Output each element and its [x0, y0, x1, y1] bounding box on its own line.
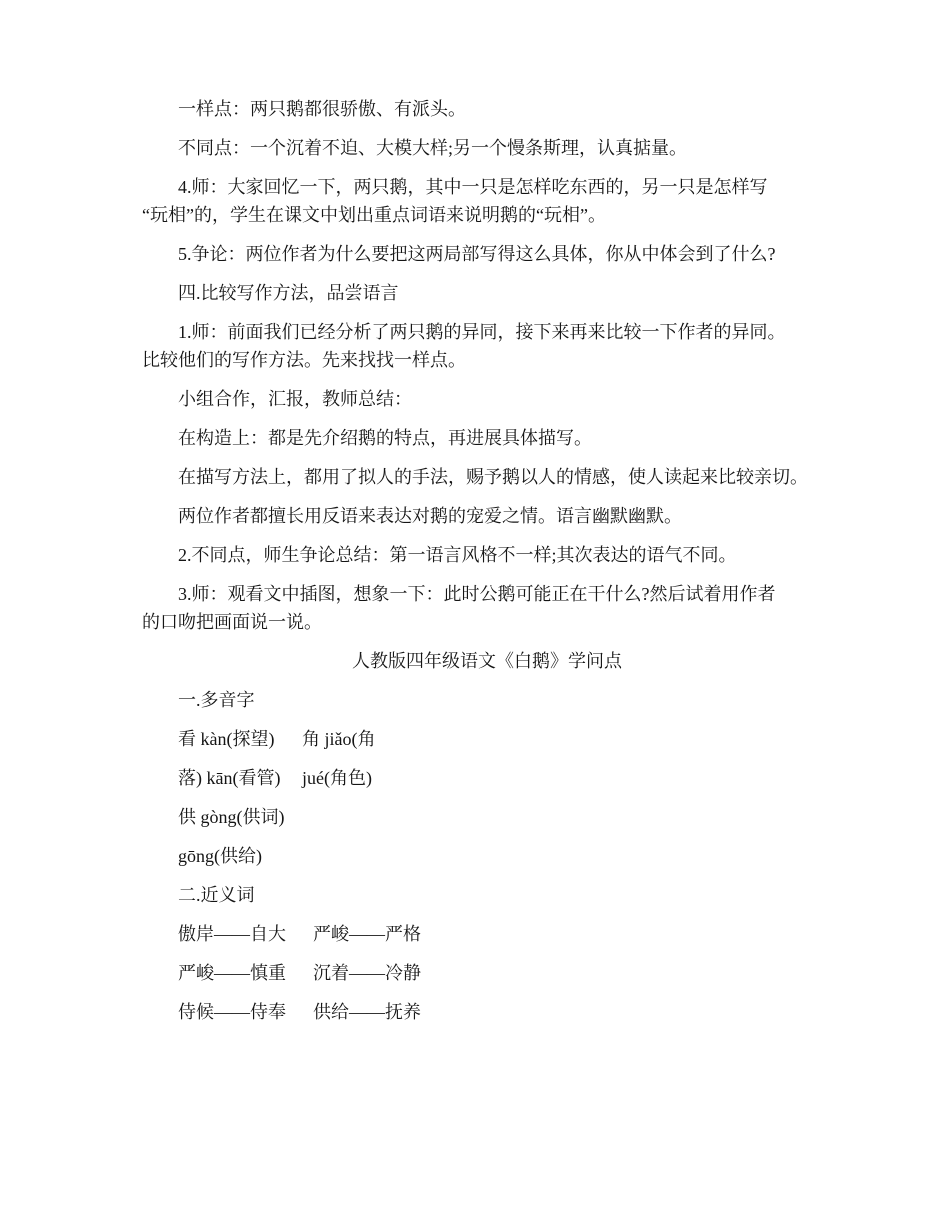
paragraph [142, 424, 832, 452]
synonym-row [142, 998, 832, 1026]
text-line: “玩相”的，学生在课文中划出重点词语来说明鹅的“玩相”。 [142, 205, 606, 225]
paragraph [142, 463, 832, 491]
column-left: 严峻——慎重 [178, 963, 286, 983]
paragraph [142, 240, 832, 268]
section-heading [142, 881, 832, 909]
section-heading [142, 686, 832, 714]
text-line: 在构造上：都是先介绍鹅的特点，再进展具体描写。 [178, 428, 592, 448]
column-right: 沉着——冷静 [313, 963, 421, 983]
paragraph [142, 95, 832, 123]
pronunciation-row [142, 764, 832, 792]
text-line: 两位作者都擅长用反语来表达对鹅的宠爱之情。语言幽默幽默。 [178, 506, 682, 526]
synonym-row [142, 920, 832, 948]
text-line: gōng(供给) [178, 846, 262, 866]
column-right: jué(角色) [302, 768, 372, 788]
pronunciation-row [142, 803, 832, 831]
text-line: 一样点：两只鹅都很骄傲、有派头。 [178, 99, 466, 119]
text-line: 3.师：观看文中插图，想象一下：此时公鹅可能正在干什么?然后试着用作者 [178, 584, 776, 604]
column-right: 供给——抚养 [313, 1002, 421, 1022]
paragraph [142, 580, 832, 636]
section-title [142, 647, 832, 675]
paragraph [142, 541, 832, 569]
column-left: 傲岸——自大 [178, 924, 286, 944]
text-line: 比较他们的写作方法。先来找找一样点。 [142, 350, 466, 370]
synonym-row [142, 959, 832, 987]
text-line: 小组合作，汇报，教师总结： [178, 389, 412, 409]
column-left: 侍候——侍奉 [178, 1002, 286, 1022]
text-line: 的口吻把画面说一说。 [142, 612, 322, 632]
column-right: 严峻——严格 [313, 924, 421, 944]
text-line: 二.近义词 [178, 885, 255, 905]
paragraph [142, 318, 832, 374]
paragraph [142, 502, 832, 530]
column-right: 角 jiǎo(角 [302, 729, 376, 749]
paragraph [142, 385, 832, 413]
title-text: 人教版四年级语文《白鹅》学问点 [352, 651, 622, 671]
text-line: 5.争论：两位作者为什么要把这两局部写得这么具体，你从中体会到了什么? [178, 244, 776, 264]
section-heading [142, 279, 832, 307]
text-line: 1.师：前面我们已经分析了两只鹅的异同，接下来再来比较一下作者的异同。 [178, 322, 786, 342]
text-line: 4.师：大家回忆一下，两只鹅，其中一只是怎样吃东西的，另一只是怎样写 [178, 177, 768, 197]
text-line: 2.不同点，师生争论总结：第一语言风格不一样;其次表达的语气不同。 [178, 545, 737, 565]
column-left: 看 kàn(探望) [178, 729, 275, 749]
text-line: 四.比较写作方法，品尝语言 [178, 283, 399, 303]
pronunciation-row [142, 842, 832, 870]
pronunciation-row [142, 725, 832, 753]
text-line: 一.多音字 [178, 690, 255, 710]
column-left: 落) kān(看管) [178, 768, 281, 788]
text-line: 在描写方法上，都用了拟人的手法，赐予鹅以人的情感，使人读起来比较亲切。 [178, 467, 808, 487]
paragraph [142, 134, 832, 162]
text-line: 供 gòng(供词) [178, 807, 285, 827]
text-line: 不同点：一个沉着不迫、大模大样;另一个慢条斯理，认真掂量。 [178, 138, 687, 158]
paragraph [142, 173, 832, 229]
